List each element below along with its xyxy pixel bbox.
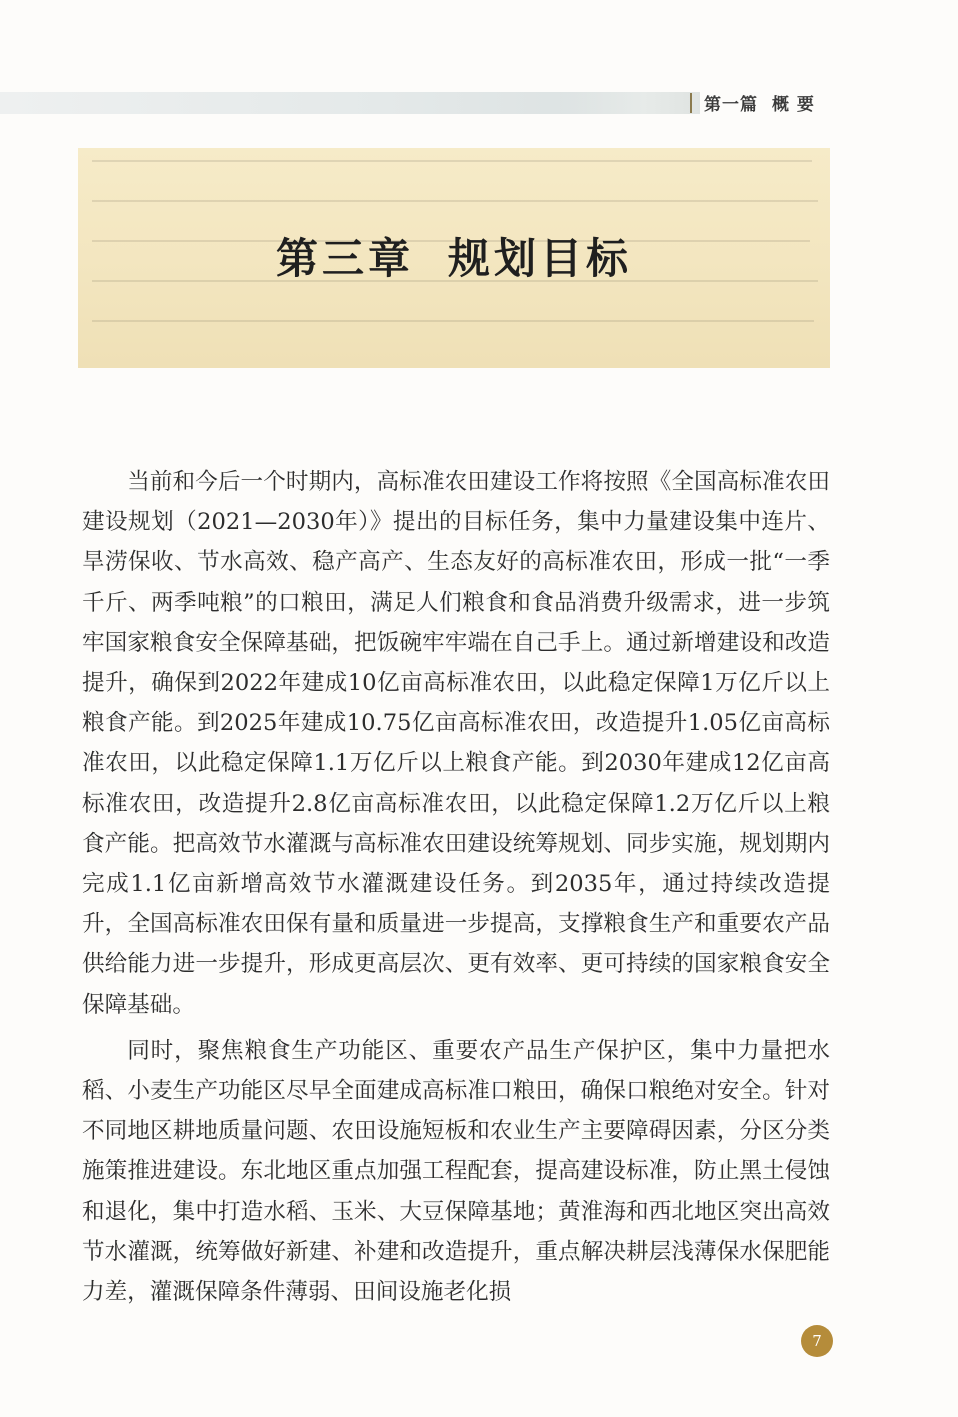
header-divider — [690, 93, 692, 113]
body-text — [82, 462, 830, 1318]
paragraph-2: 同时，聚焦粮食生产功能区、重要农产品生产保护区，集中力量把水稻、小麦生产功能区尽早全面建成高标准口粮田，确保口粮绝对安全。针对不同地区耕地质量问题、农田设施短板和农业生产主要障碍因素，分区分类施策推进建设。东北地区重点加强工程配套，提高建设标准，防止黑土侵蚀和退化，集中打造水稻、玉米、大豆保障基地；黄淮海和西北地区突出高效节水灌溉，统筹做好新建、补建和改造提升，重点解决耕层浅薄保水保肥能力差，灌溉保障条件薄弱、田间设施老化损 — [82, 1037, 830, 1306]
paragraph-1: 当前和今后一个时期内，高标准农田建设工作将按照《全国高标准农田建设规划（2021—2030年）》提出的目标任务，集中力量建设集中连片、旱涝保收、节水高效、稳产高产、生态友好的高标准农田，形成一批“一季千斤、两季吨粮”的口粮田，满足人们粮食和食品消费升级需求，进一步筑牢国家粮食安全保障基础，把饭碗牢牢端在自己手上。通过新增建设和改造提升，确保到2022年建成10亿亩高标准农田，以此稳定保障1万亿斤以上粮食产能。到2025年建成10.75亿亩高标准农田，改造提升1.05亿亩高标准农田，以此稳定保障1.1万亿斤以上粮食产能。到2030年建成12亿亩高标准农田，改造提升2.8亿亩高标准农田，以此稳定保障1.2万亿斤以上粮食产能。把高效节水灌溉与高标准农田建设统筹规划、同步实施，规划期内完成1.1亿亩新增高效节水灌溉建设任务。到2035年，通过持续改造提升，全国高标准农田保有量和质量进一步提高，支撑粮食生产和重要农产品供给能力进一步提升，形成更高层次、更有效率、更可持续的国家粮食安全保障基础。 — [82, 469, 830, 1018]
chapter-banner — [78, 148, 830, 368]
chapter-number: 第三章 — [275, 234, 414, 283]
header-fade — [560, 92, 700, 114]
running-head-section: 概 要 — [772, 95, 815, 115]
chapter-title: 规划目标 — [448, 234, 633, 283]
running-head-part: 第一篇 — [704, 95, 758, 115]
chapter-heading — [78, 226, 830, 286]
page-number-badge: 7 — [801, 1325, 833, 1357]
running-head — [704, 90, 815, 115]
